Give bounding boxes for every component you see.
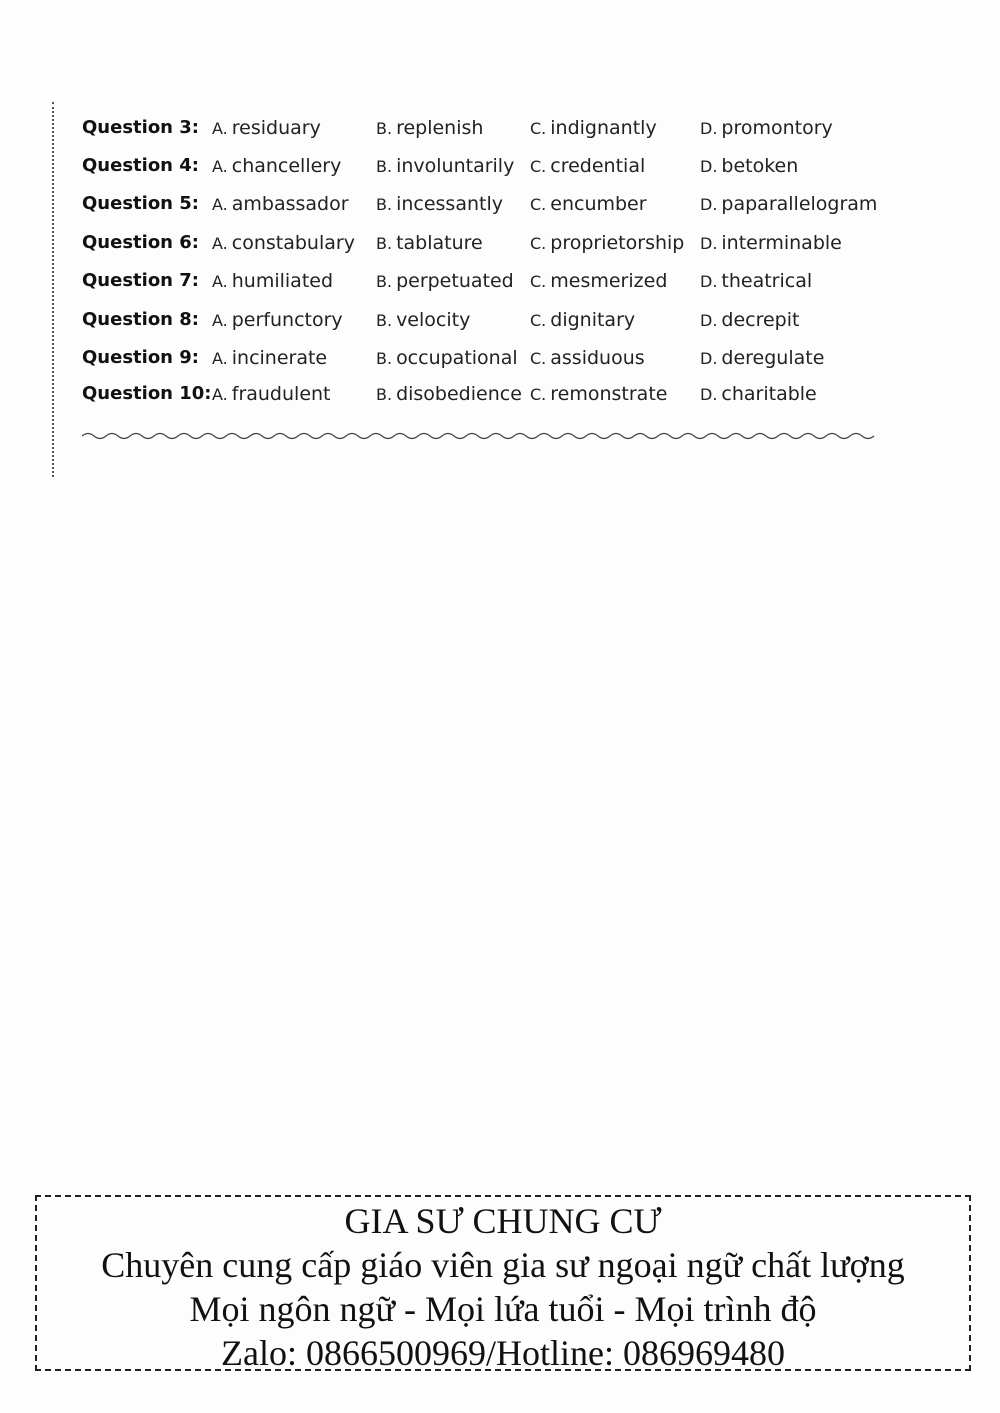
question-row [82,113,912,143]
option-c: C. mesmerized [530,270,668,292]
option-b: B. involuntarily [376,155,515,177]
option-d: D. interminable [700,232,842,254]
option-b: B. velocity [376,309,471,331]
option-b: B. replenish [376,117,484,139]
option-d: D. paparallelogram [700,193,878,215]
ad-tagline: Chuyên cung cấp giáo viên gia sư ngoại ngữ chất lượng [101,1245,905,1285]
question-label: Question 3: [82,117,199,138]
tutoring-ad-box [35,1195,971,1371]
option-c: C. encumber [530,193,647,215]
option-d: D. betoken [700,155,799,177]
option-d: D. deregulate [700,347,825,369]
wavy-divider [82,428,898,444]
option-c: C. indignantly [530,117,657,139]
option-b: B. perpetuated [376,270,514,292]
question-row [82,189,912,219]
option-b: B. incessantly [376,193,503,215]
question-label: Question 4: [82,155,199,176]
question-label: Question 7: [82,270,199,291]
option-c: C. dignitary [530,309,636,331]
option-a: A. ambassador [212,193,349,215]
option-a: A. fraudulent [212,383,331,405]
option-a: A. constabulary [212,232,355,254]
question-row [82,151,912,181]
question-label: Question 9: [82,347,199,368]
option-b: B. disobedience [376,383,522,405]
question-row [82,379,912,409]
question-label: Question 8: [82,309,199,330]
option-a: A. perfunctory [212,309,343,331]
question-label: Question 6: [82,232,199,253]
ad-slogan: Mọi ngôn ngữ - Mọi lứa tuổi - Mọi trình độ [189,1289,817,1329]
left-dotted-rule [52,102,54,477]
question-row [82,343,912,373]
option-a: A. chancellery [212,155,342,177]
question-label: Question 10: [82,383,212,404]
question-row [82,305,912,335]
option-c: C. assiduous [530,347,645,369]
ad-title: GIA SƯ CHUNG CƯ [344,1201,662,1241]
option-d: D. decrepit [700,309,800,331]
option-d: D. theatrical [700,270,813,292]
option-a: A. incinerate [212,347,328,369]
option-a: A. humiliated [212,270,334,292]
question-row [82,266,912,296]
option-b: B. tablature [376,232,483,254]
question-row [82,228,912,258]
option-c: C. remonstrate [530,383,668,405]
option-b: B. occupational [376,347,518,369]
option-d: D. charitable [700,383,817,405]
ad-contact: Zalo: 0866500969/Hotline: 086969480 [221,1333,785,1373]
option-c: C. proprietorship [530,232,685,254]
option-d: D. promontory [700,117,833,139]
option-a: A. residuary [212,117,321,139]
question-label: Question 5: [82,193,199,214]
option-c: C. credential [530,155,646,177]
